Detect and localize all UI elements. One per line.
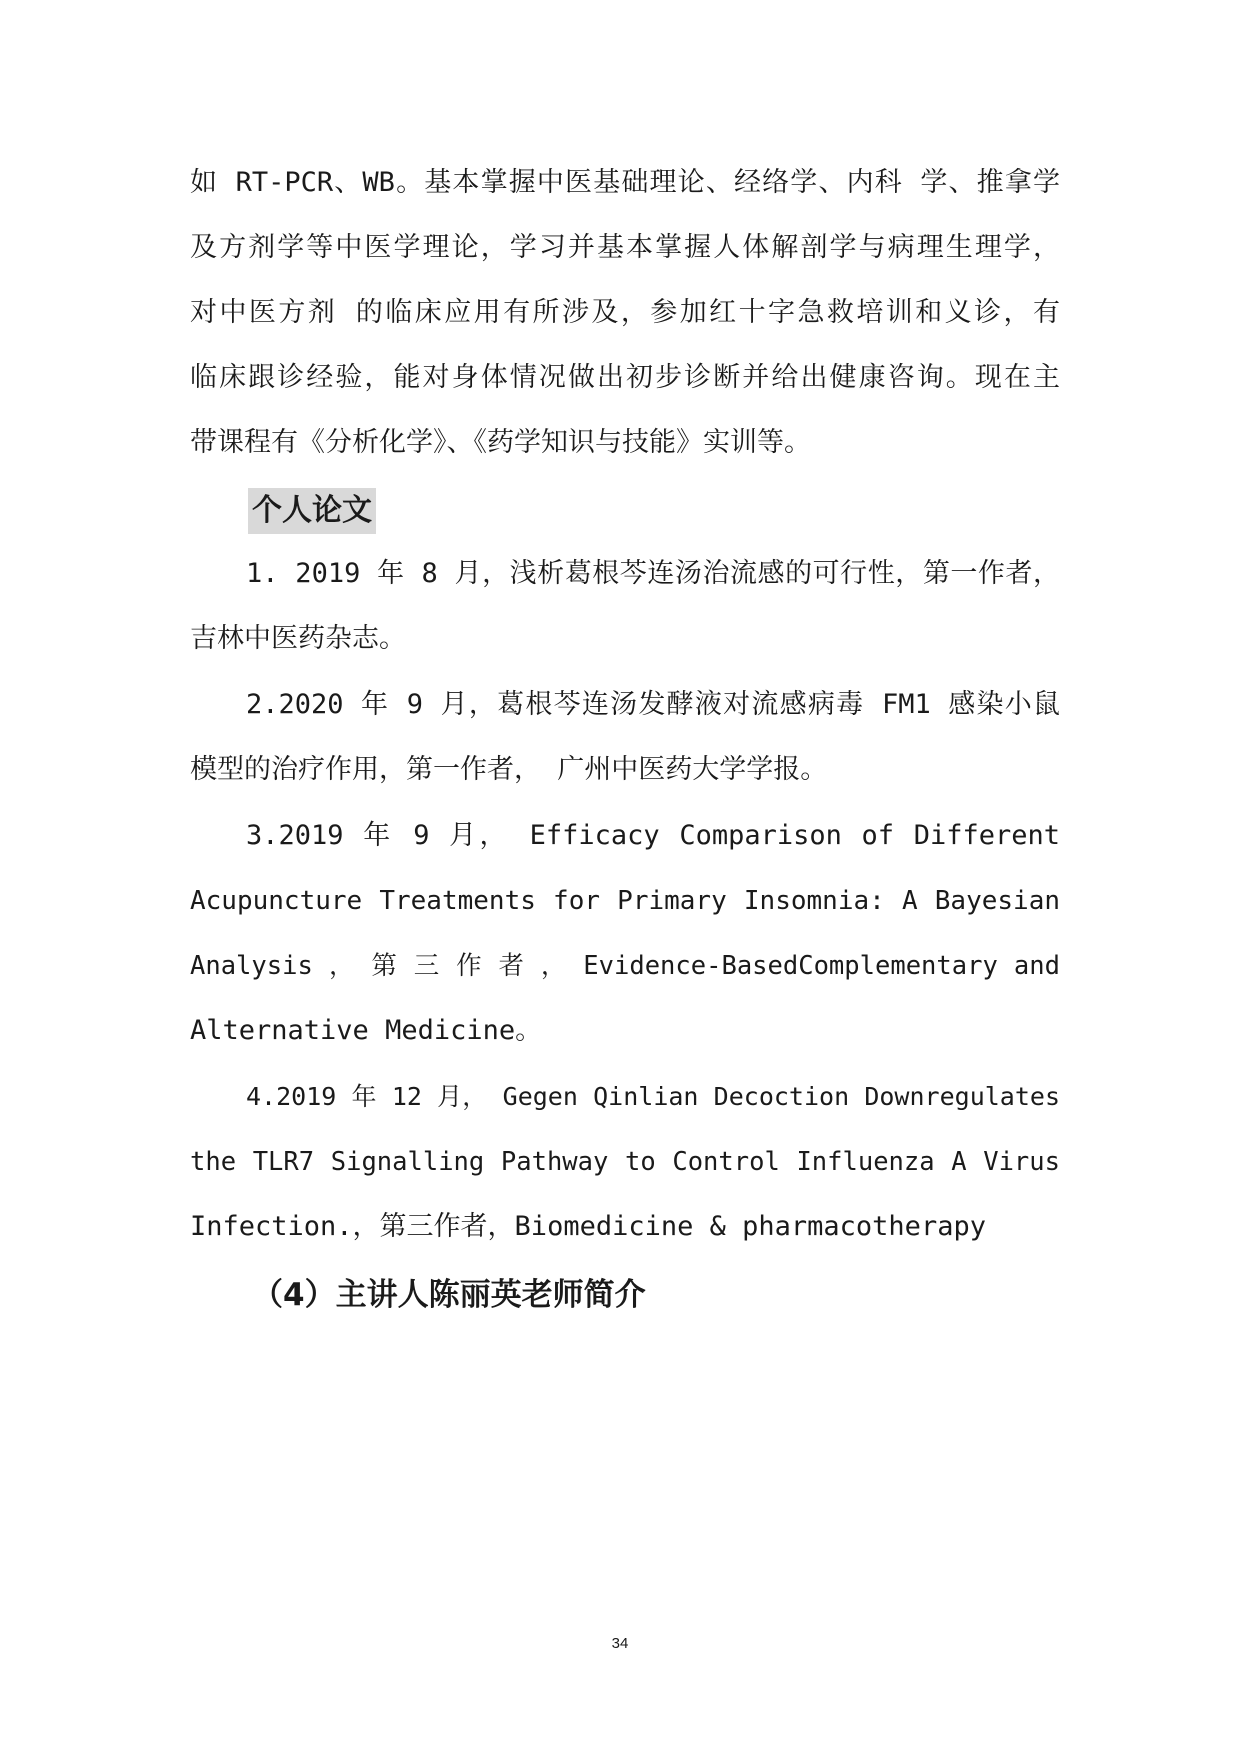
section-heading: （4）主讲人陈丽英老师简介 <box>252 1277 646 1313</box>
intro-line: 及方剂学等中医学理论，学习并基本掌握人体解剖学与病理生理学， <box>190 232 1060 263</box>
paper-line: Acupuncture Treatments for Primary Insomnia: A Bayesian <box>190 886 1060 916</box>
paper-line: the TLR7 Signalling Pathway to Control Influenza A Virus <box>190 1147 1060 1177</box>
intro-line: 对中医方剂 的临床应用有所涉及，参加红十字急救培训和义诊，有 <box>190 297 1060 328</box>
paper-line: Alternative Medicine。 <box>190 1015 543 1046</box>
paper-line: 3.2019 年 9 月， Efficacy Comparison of Different <box>246 820 1060 851</box>
paper-line: Analysis ， 第 三 作 者 ， Evidence-BasedComplementary and <box>190 951 1060 981</box>
paper-line: 吉林中医药杂志。 <box>190 623 406 654</box>
papers-heading: 个人论文 <box>248 488 376 534</box>
paper-line: 模型的治疗作用，第一作者， 广州中医药大学学报。 <box>190 754 828 785</box>
paper-line: 2.2020 年 9 月，葛根芩连汤发酵液对流感病毒 FM1 感染小鼠 <box>246 689 1060 720</box>
page-number: 34 <box>611 1635 629 1652</box>
intro-line: 带课程有《分析化学》、《药学知识与技能》实训等。 <box>190 427 811 458</box>
paper-line: 1. 2019 年 8 月，浅析葛根芩连汤治流感的可行性，第一作者， <box>246 558 1060 589</box>
intro-line: 如 RT-PCR、WB。基本掌握中医基础理论、经络学、内科 学、推拿学 <box>190 167 1060 198</box>
paper-line: Infection.，第三作者，Biomedicine & pharmacotherapy <box>190 1211 986 1242</box>
intro-line: 临床跟诊经验，能对身体情况做出初步诊断并给出健康咨询。现在主 <box>190 362 1060 393</box>
paper-line: 4.2019 年 12 月， Gegen Qinlian Decoction Downregulates <box>246 1082 1060 1111</box>
